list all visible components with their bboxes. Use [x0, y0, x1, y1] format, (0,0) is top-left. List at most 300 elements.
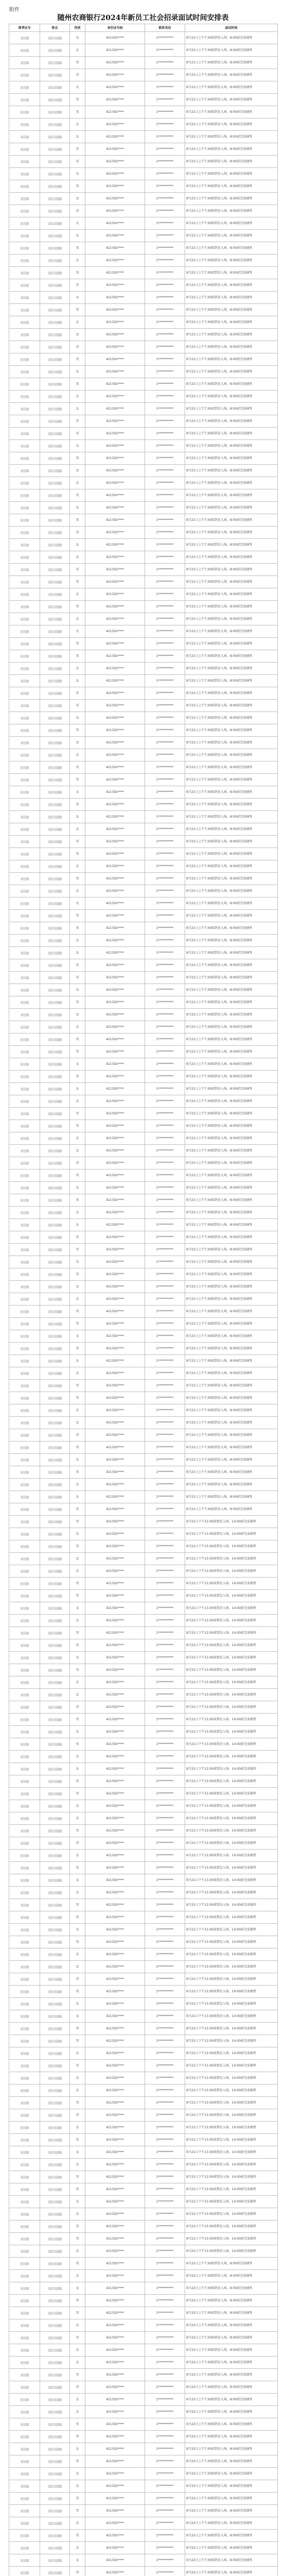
cell-name: [40, 242, 70, 255]
cell-phone: 1**********: [145, 1788, 185, 1800]
cell-id-number: 421302****: [85, 1095, 145, 1108]
redacted-exam-no: [21, 1867, 29, 1870]
redacted-exam-no: [21, 2027, 29, 2030]
table-row: [9, 2183, 278, 2196]
cell-name: [40, 1318, 70, 1330]
redacted-name: [48, 259, 62, 262]
cell-interview-time: 9月21日上午7:30前到达入场，8:00前完成抽签: [185, 205, 278, 217]
cell-id-number: 421302****: [85, 1145, 145, 1157]
cell-gender: 女: [70, 1454, 85, 1466]
redacted-exam-no: [21, 2324, 29, 2327]
redacted-name: [48, 148, 62, 151]
cell-gender: 女: [70, 403, 85, 415]
cell-gender: 男: [70, 996, 85, 1009]
table-row: [9, 2122, 278, 2134]
cell-gender: 女: [70, 2357, 85, 2369]
cell-interview-time: 9月21日上午7:30前到达入场，8:00前完成抽签: [185, 1330, 278, 1343]
cell-exam-no: [9, 2443, 40, 2455]
redacted-exam-no: [21, 865, 29, 868]
cell-interview-time: 9月21日上午7:30前到达入场，8:00前完成抽签: [185, 836, 278, 848]
cell-phone: 1**********: [145, 1961, 185, 1973]
cell-name: [40, 465, 70, 477]
cell-name: [40, 2010, 70, 2023]
cell-exam-no: [9, 1862, 40, 1874]
table-row: [9, 564, 278, 576]
cell-name: [40, 564, 70, 576]
cell-name: [40, 1948, 70, 1961]
redacted-name: [48, 420, 62, 423]
redacted-name: [48, 1211, 62, 1214]
cell-gender: 男: [70, 1244, 85, 1256]
cell-exam-no: [9, 230, 40, 242]
redacted-name: [48, 618, 62, 621]
cell-exam-no: [9, 32, 40, 44]
redacted-name: [48, 581, 62, 584]
redacted-name: [48, 210, 62, 213]
cell-gender: 男: [70, 1775, 85, 1788]
cell-id-number: 421302****: [85, 576, 145, 588]
cell-interview-time: 9月21日上午7:30前到达入场，8:00前完成抽签: [185, 613, 278, 625]
cell-interview-time: 9月21日上午7:30前到达入场，8:00前完成抽签: [185, 873, 278, 885]
redacted-exam-no: [21, 741, 29, 744]
cell-exam-no: [9, 2418, 40, 2431]
cell-gender: 女: [70, 1874, 85, 1887]
redacted-exam-no: [21, 1335, 29, 1338]
table-row: [9, 2196, 278, 2208]
cell-exam-no: [9, 118, 40, 131]
cell-interview-time: 9月21日上午7:30前到达入场，8:00前完成抽签: [185, 860, 278, 873]
cell-id-number: 421302****: [85, 2233, 145, 2245]
cell-phone: 1**********: [145, 2369, 185, 2381]
cell-interview-time: 9月21日上午7:30前到达入场，8:00前完成抽签: [185, 935, 278, 947]
cell-name: [40, 1738, 70, 1751]
cell-interview-time: 9月21日上午7:30前到达入场，8:00前完成抽签: [185, 1145, 278, 1157]
cell-name: [40, 1256, 70, 1268]
redacted-exam-no: [21, 2287, 29, 2290]
cell-name: [40, 415, 70, 428]
cell-name: [40, 2480, 70, 2493]
cell-interview-time: 9月21日下午13:30前到达入场，14:00前完成抽签: [185, 2072, 278, 2084]
cell-id-number: 421302****: [85, 1738, 145, 1751]
cell-id-number: 421302****: [85, 811, 145, 823]
cell-phone: 1**********: [145, 1009, 185, 1021]
cell-exam-no: [9, 2097, 40, 2109]
redacted-name: [48, 2411, 62, 2414]
cell-name: [40, 860, 70, 873]
cell-name: [40, 1095, 70, 1108]
table-row: [9, 700, 278, 712]
redacted-name: [48, 1187, 62, 1190]
cell-interview-time: 9月21日下午13:30前到达入场，14:00前完成抽签: [185, 2134, 278, 2146]
cell-exam-no: [9, 2394, 40, 2406]
redacted-exam-no: [21, 1718, 29, 1721]
cell-id-number: 421302****: [85, 1812, 145, 1825]
table-row: [9, 1763, 278, 1775]
cell-phone: 1**********: [145, 193, 185, 205]
cell-phone: 1**********: [145, 1924, 185, 1936]
cell-interview-time: 9月21日上午7:30前到达入场，8:00前完成抽签: [185, 143, 278, 156]
table-row: [9, 576, 278, 588]
cell-exam-no: [9, 2035, 40, 2047]
cell-interview-time: 9月21日下午13:30前到达入场，14:00前完成抽签: [185, 1862, 278, 1874]
cell-exam-no: [9, 2146, 40, 2159]
cell-exam-no: [9, 1615, 40, 1627]
redacted-exam-no: [21, 2398, 29, 2401]
cell-gender: 男: [70, 1516, 85, 1528]
cell-interview-time: 9月21日上午7:30前到达入场，8:00前完成抽签: [185, 786, 278, 799]
redacted-name: [48, 1199, 62, 1202]
table-row: [9, 1293, 278, 1306]
cell-gender: 女: [70, 786, 85, 799]
cell-gender: 女: [70, 1355, 85, 1367]
cell-exam-no: [9, 2171, 40, 2183]
cell-id-number: 421302****: [85, 217, 145, 230]
table-row: [9, 1689, 278, 1701]
cell-phone: 1**********: [145, 1850, 185, 1862]
cell-phone: 1**********: [145, 428, 185, 440]
redacted-exam-no: [21, 2176, 29, 2179]
redacted-name: [48, 1434, 62, 1437]
redacted-name: [48, 1755, 62, 1758]
cell-gender: 女: [70, 1404, 85, 1417]
cell-exam-no: [9, 2060, 40, 2072]
cell-interview-time: 9月21日上午7:30前到达入场，8:00前完成抽签: [185, 724, 278, 737]
cell-phone: 1**********: [145, 378, 185, 391]
cell-gender: 女: [70, 502, 85, 514]
cell-id-number: 421302****: [85, 2258, 145, 2270]
redacted-exam-no: [21, 1360, 29, 1363]
redacted-name: [48, 2064, 62, 2067]
cell-name: [40, 724, 70, 737]
cell-gender: 女: [70, 193, 85, 205]
cell-name: [40, 267, 70, 279]
table-row: [9, 2542, 278, 2554]
redacted-exam-no: [21, 2163, 29, 2166]
cell-id-number: 421302****: [85, 1800, 145, 1812]
cell-phone: 1**********: [145, 625, 185, 638]
cell-name: [40, 1775, 70, 1788]
cell-exam-no: [9, 663, 40, 675]
table-row: [9, 613, 278, 625]
table-row: [9, 168, 278, 180]
table-row: [9, 2307, 278, 2319]
cell-name: [40, 2258, 70, 2270]
cell-exam-no: [9, 1281, 40, 1293]
cell-gender: 男: [70, 1788, 85, 1800]
redacted-name: [48, 568, 62, 571]
table-row: [9, 1256, 278, 1268]
cell-gender: 男: [70, 2307, 85, 2319]
redacted-name: [48, 1619, 62, 1622]
redacted-name: [48, 556, 62, 559]
cell-phone: 1**********: [145, 947, 185, 959]
cell-phone: 1**********: [145, 230, 185, 242]
redacted-exam-no: [21, 2262, 29, 2265]
table-row: [9, 2134, 278, 2146]
cell-interview-time: 9月21日上午7:30前到达入场，8:00前完成抽签: [185, 1231, 278, 1244]
redacted-exam-no: [21, 61, 29, 64]
redacted-name: [48, 1273, 62, 1276]
redacted-exam-no: [21, 160, 29, 163]
table-row: [9, 1268, 278, 1281]
table-row: [9, 1355, 278, 1367]
cell-id-number: 421302****: [85, 2455, 145, 2468]
cell-interview-time: 9月21日上午7:30前到达入场，8:00前完成抽签: [185, 1219, 278, 1231]
cell-phone: 1**********: [145, 1429, 185, 1442]
redacted-name: [48, 1965, 62, 1969]
cell-gender: 男: [70, 514, 85, 527]
cell-name: [40, 761, 70, 774]
cell-exam-no: [9, 1058, 40, 1071]
cell-interview-time: 9月21日下午13:30前到达入场，14:00前完成抽签: [185, 1850, 278, 1862]
cell-interview-time: 9月21日上午7:30前到达入场，8:00前完成抽签: [185, 625, 278, 638]
cell-exam-no: [9, 2196, 40, 2208]
redacted-name: [48, 927, 62, 930]
cell-phone: 1**********: [145, 1442, 185, 1454]
cell-exam-no: [9, 391, 40, 403]
redacted-name: [48, 346, 62, 349]
cell-interview-time: 9月21日下午13:30前到达入场，14:00前完成抽签: [185, 2221, 278, 2233]
table-row: [9, 1911, 278, 1924]
cell-gender: 女: [70, 118, 85, 131]
redacted-exam-no: [21, 2386, 29, 2389]
cell-phone: 1**********: [145, 774, 185, 786]
redacted-name: [48, 865, 62, 868]
cell-id-number: 421302****: [85, 1207, 145, 1219]
redacted-exam-no: [21, 408, 29, 411]
redacted-exam-no: [21, 1508, 29, 1511]
cell-phone: 1**********: [145, 539, 185, 551]
cell-gender: 女: [70, 811, 85, 823]
cell-exam-no: [9, 996, 40, 1009]
cell-name: [40, 2060, 70, 2072]
redacted-exam-no: [21, 1323, 29, 1326]
cell-name: [40, 1578, 70, 1590]
cell-name: [40, 1812, 70, 1825]
redacted-exam-no: [21, 1990, 29, 1993]
cell-phone: 1**********: [145, 1615, 185, 1627]
cell-interview-time: 9月21日下午13:30前到达入场，14:00前完成抽签: [185, 1615, 278, 1627]
cell-id-number: 421302****: [85, 613, 145, 625]
table-row: [9, 1553, 278, 1565]
cell-exam-no: [9, 687, 40, 700]
cell-phone: 1**********: [145, 477, 185, 489]
cell-interview-time: 9月22日上午7:30前到达入场，8:00前完成抽签: [185, 2258, 278, 2270]
cell-exam-no: [9, 1775, 40, 1788]
table-row: [9, 1157, 278, 1170]
cell-phone: 1**********: [145, 2443, 185, 2455]
cell-phone: 1**********: [145, 1244, 185, 1256]
cell-phone: 1**********: [145, 2554, 185, 2567]
cell-id-number: 421302****: [85, 774, 145, 786]
cell-exam-no: [9, 959, 40, 972]
cell-id-number: 421302****: [85, 1652, 145, 1664]
cell-phone: 1**********: [145, 391, 185, 403]
cell-phone: 1**********: [145, 292, 185, 304]
cell-id-number: 421302****: [85, 947, 145, 959]
cell-phone: 1**********: [145, 2084, 185, 2097]
cell-exam-no: [9, 984, 40, 996]
cell-id-number: 421302****: [85, 2084, 145, 2097]
redacted-name: [48, 2324, 62, 2327]
redacted-exam-no: [21, 519, 29, 522]
table-row: [9, 2109, 278, 2122]
redacted-exam-no: [21, 2275, 29, 2278]
cell-name: [40, 799, 70, 811]
cell-id-number: 421302****: [85, 1862, 145, 1874]
cell-gender: 男: [70, 638, 85, 650]
cell-name: [40, 1132, 70, 1145]
table-row: [9, 1936, 278, 1948]
cell-name: [40, 1083, 70, 1095]
cell-exam-no: [9, 761, 40, 774]
cell-name: [40, 143, 70, 156]
cell-id-number: 421302****: [85, 1182, 145, 1194]
cell-phone: 1**********: [145, 353, 185, 366]
cell-name: [40, 1343, 70, 1355]
cell-id-number: 421302****: [85, 1973, 145, 1986]
cell-interview-time: 9月22日上午7:30前到达入场，8:00前完成抽签: [185, 2493, 278, 2505]
redacted-exam-no: [21, 1446, 29, 1449]
cell-exam-no: [9, 1145, 40, 1157]
cell-name: [40, 663, 70, 675]
cell-exam-no: [9, 2208, 40, 2221]
cell-phone: 1**********: [145, 415, 185, 428]
cell-phone: 1**********: [145, 551, 185, 564]
cell-interview-time: 9月21日上午7:30前到达入场，8:00前完成抽签: [185, 1343, 278, 1355]
cell-phone: 1**********: [145, 2109, 185, 2122]
redacted-exam-no: [21, 605, 29, 608]
cell-name: [40, 32, 70, 44]
table-row: [9, 329, 278, 341]
table-row: [9, 749, 278, 761]
cell-gender: 男: [70, 2493, 85, 2505]
redacted-name: [48, 61, 62, 64]
cell-phone: 1**********: [145, 1207, 185, 1219]
cell-exam-no: [9, 749, 40, 761]
cell-exam-no: [9, 267, 40, 279]
cell-exam-no: [9, 2159, 40, 2171]
cell-exam-no: [9, 2468, 40, 2480]
redacted-exam-no: [21, 2040, 29, 2043]
cell-interview-time: 9月21日下午13:30前到达入场，14:00前完成抽签: [185, 1701, 278, 1714]
cell-interview-time: 9月22日上午7:30前到达入场，8:00前完成抽签: [185, 2505, 278, 2517]
cell-name: [40, 687, 70, 700]
table-row: [9, 799, 278, 811]
cell-interview-time: 9月21日上午7:30前到达入场，8:00前完成抽签: [185, 279, 278, 292]
cell-interview-time: 9月22日上午7:30前到达入场，8:00前完成抽签: [185, 2282, 278, 2295]
cell-interview-time: 9月21日下午13:30前到达入场，14:00前完成抽签: [185, 1664, 278, 1676]
cell-id-number: 421302****: [85, 2406, 145, 2418]
cell-gender: 男: [70, 2035, 85, 2047]
cell-exam-no: [9, 2319, 40, 2332]
cell-exam-no: [9, 823, 40, 836]
cell-phone: 1**********: [145, 601, 185, 613]
redacted-exam-no: [21, 2003, 29, 2006]
table-row: [9, 1244, 278, 1256]
table-row: [9, 823, 278, 836]
cell-gender: 男: [70, 700, 85, 712]
cell-phone: 1**********: [145, 1540, 185, 1553]
table-row: [9, 885, 278, 897]
cell-id-number: 421302****: [85, 1367, 145, 1380]
cell-phone: 1**********: [145, 1800, 185, 1812]
redacted-name: [48, 1224, 62, 1227]
cell-id-number: 421302****: [85, 2221, 145, 2233]
redacted-exam-no: [21, 2312, 29, 2315]
table-row: [9, 106, 278, 118]
cell-name: [40, 1182, 70, 1194]
redacted-name: [48, 1978, 62, 1981]
cell-phone: 1**********: [145, 1132, 185, 1145]
cell-id-number: 421302****: [85, 1911, 145, 1924]
cell-interview-time: 9月21日下午13:30前到达入场，14:00前完成抽签: [185, 1825, 278, 1837]
redacted-exam-no: [21, 222, 29, 225]
cell-interview-time: 9月21日上午7:30前到达入场，8:00前完成抽签: [185, 304, 278, 316]
table-row: [9, 2319, 278, 2332]
redacted-exam-no: [21, 358, 29, 361]
cell-gender: 男: [70, 2171, 85, 2183]
redacted-name: [48, 2386, 62, 2389]
cell-phone: 1**********: [145, 1627, 185, 1639]
redacted-name: [48, 272, 62, 275]
redacted-exam-no: [21, 1619, 29, 1622]
cell-interview-time: 9月21日下午13:30前到达入场，14:00前完成抽签: [185, 2109, 278, 2122]
cell-id-number: 421302****: [85, 353, 145, 366]
cell-exam-no: [9, 2183, 40, 2196]
cell-gender: 男: [70, 1380, 85, 1392]
redacted-name: [48, 593, 62, 596]
cell-id-number: 421302****: [85, 935, 145, 947]
redacted-name: [48, 1384, 62, 1387]
table-row: [9, 2381, 278, 2394]
redacted-exam-no: [21, 1743, 29, 1746]
cell-interview-time: 9月21日上午7:30前到达入场，8:00前完成抽签: [185, 823, 278, 836]
redacted-exam-no: [21, 1768, 29, 1771]
cell-interview-time: 9月21日上午7:30前到达入场，8:00前完成抽签: [185, 1491, 278, 1503]
cell-exam-no: [9, 1961, 40, 1973]
cell-gender: 男: [70, 2567, 85, 2576]
cell-exam-no: [9, 415, 40, 428]
cell-id-number: 421302****: [85, 2381, 145, 2394]
redacted-name: [48, 2287, 62, 2290]
table-row: [9, 972, 278, 984]
redacted-name: [48, 98, 62, 101]
cell-name: [40, 897, 70, 910]
cell-exam-no: [9, 1528, 40, 1540]
cell-id-number: 421302****: [85, 452, 145, 465]
cell-id-number: 421302****: [85, 2035, 145, 2047]
cell-gender: 男: [70, 1825, 85, 1837]
redacted-exam-no: [21, 1285, 29, 1289]
cell-exam-no: [9, 44, 40, 57]
redacted-exam-no: [21, 2151, 29, 2154]
cell-phone: 1**********: [145, 1553, 185, 1565]
cell-phone: 1**********: [145, 1083, 185, 1095]
cell-interview-time: 9月21日上午7:30前到达入场，8:00前完成抽签: [185, 94, 278, 106]
table-row: [9, 2072, 278, 2084]
cell-gender: 女: [70, 2282, 85, 2295]
cell-exam-no: [9, 885, 40, 897]
cell-id-number: 421302****: [85, 1120, 145, 1132]
redacted-exam-no: [21, 469, 29, 472]
cell-name: [40, 1207, 70, 1219]
cell-id-number: 421302****: [85, 2369, 145, 2381]
redacted-exam-no: [21, 2114, 29, 2117]
cell-gender: 男: [70, 848, 85, 860]
cell-exam-no: [9, 1318, 40, 1330]
cell-name: [40, 2369, 70, 2381]
